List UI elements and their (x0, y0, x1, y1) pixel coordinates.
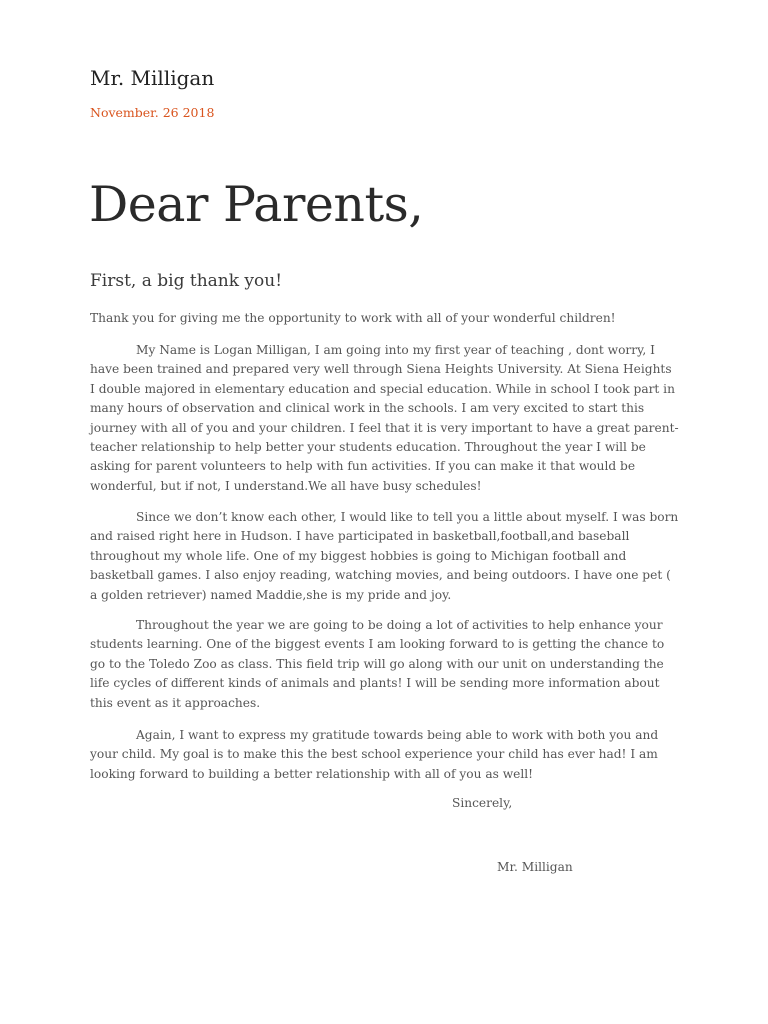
salutation: Dear Parents, (89, 176, 424, 233)
paragraph-intro: Thank you for giving me the opportunity to work with all of your wonderful children! (90, 311, 616, 325)
letter-date: November. 26 2018 (90, 105, 215, 120)
paragraph-about-me: Since we don’t know each other, I would like to tell you a little about myself. I was born and raised right here in Hudson. I have participated in basketball,football,and baseball throughout my whole life. One of my biggest hobbies is going to Michigan football and basketball games. I also enjoy reading, watching movies, and being outdoors. I have one pet ( a golden retriever) named Maddie,she is my pride and joy. (90, 510, 679, 602)
sender-name: Mr. Milligan (90, 66, 215, 90)
subheading: First, a big thank you! (90, 271, 283, 291)
paragraph-gratitude: Again, I want to express my gratitude towards being able to work with both you and your child. My goal is to make this the best school experience your child has ever had! I am looking forward to building a better relationship with all of you as well! (90, 728, 659, 781)
signature: Mr. Milligan (497, 860, 573, 874)
closing: Sincerely, (452, 796, 513, 810)
paragraph-activities: Throughout the year we are going to be doing a lot of activities to help enhance your students learning. One of the biggest events I am looking forward to is getting the chance to go to the Toledo Zoo as class. This field trip will go along with our unit on understanding the life cycles of different kinds of animals and plants! I will be sending more information about this event as it approaches. (90, 618, 665, 710)
paragraph-about-teaching: My Name is Logan Milligan, I am going into my first year of teaching , dont worry, I have been trained and prepared very well through Siena Heights University. At Siena Heights I double majored in elementary education and special education. While in school I took part in many hours of observation and clinical work in the schools. I am very excited to start this journey with all of you and your children. I feel that it is very important to have a great parent-teacher relationship to help better your students education. Throughout the year I will be asking for parent volunteers to help with fun activities. If you can make it that would be wonderful, but if not, I understand.We all have busy schedules! (90, 343, 679, 493)
